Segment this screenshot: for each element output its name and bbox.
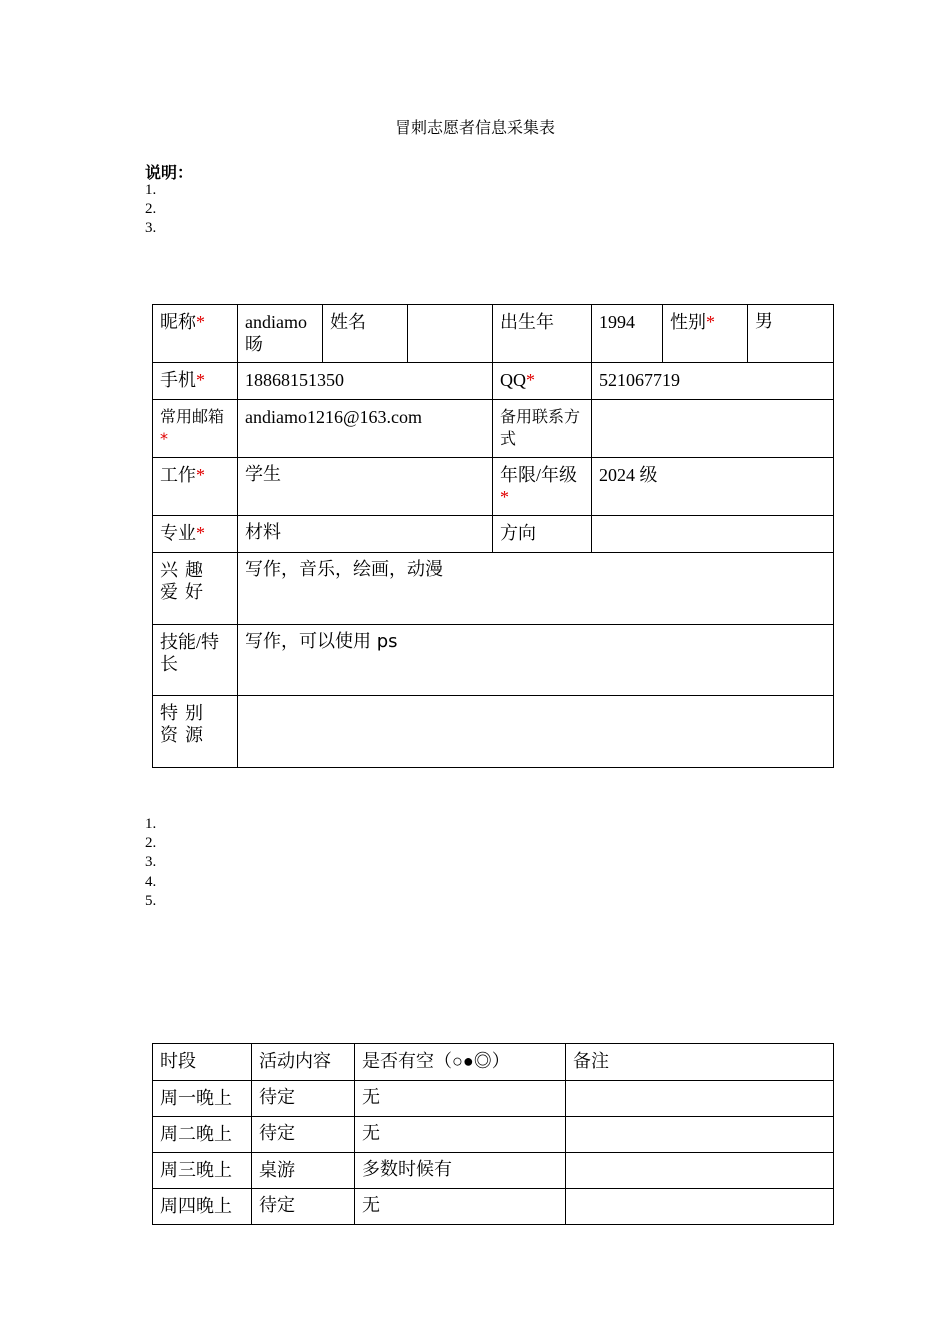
nickname-label: 昵称* [153, 305, 238, 363]
major-label: 专业* [153, 516, 238, 553]
hobbies-value[interactable]: 写作，音乐，绘画，动漫 [238, 553, 834, 625]
required-mark: * [706, 312, 715, 332]
work-label: 工作* [153, 458, 238, 516]
required-mark: * [160, 429, 168, 448]
years-grade-label: 年限/年级* [493, 458, 592, 516]
slot-cell: 周四晚上 [153, 1189, 252, 1225]
list-item: 4. [145, 873, 157, 890]
backup-contact-label: 备用联系方式 [493, 400, 592, 458]
email-value[interactable]: andiamo1216@163.com [238, 400, 493, 458]
phone-label: 手机* [153, 363, 238, 400]
notes-heading: 说明： [145, 163, 194, 182]
phone-value[interactable]: 18868151350 [238, 363, 493, 400]
note-cell[interactable] [566, 1081, 834, 1117]
work-value[interactable]: 学生 [238, 458, 493, 516]
table-row [153, 1189, 834, 1225]
note-cell[interactable] [566, 1117, 834, 1153]
available-cell[interactable]: 无 [355, 1189, 566, 1225]
list-item: 5. [145, 892, 157, 909]
page-title: 冒刺志愿者信息采集表 [394, 118, 555, 137]
special-resources-value[interactable] [238, 696, 834, 768]
required-mark: * [500, 487, 509, 507]
note-cell[interactable] [566, 1153, 834, 1189]
column-header: 是否有空（○●◎） [355, 1044, 566, 1081]
slot-cell: 周一晚上 [153, 1081, 252, 1117]
gender-label: 性别* [663, 305, 748, 363]
qq-value[interactable]: 521067719 [592, 363, 834, 400]
skills-value[interactable]: 写作，可以使用 ps [238, 625, 834, 696]
table-row [153, 1117, 834, 1153]
required-mark: * [196, 465, 205, 485]
activity-cell[interactable]: 待定 [252, 1117, 355, 1153]
email-label: 常用邮箱* [153, 400, 238, 458]
list-item: 3. [145, 854, 157, 871]
name-label: 姓名 [323, 305, 408, 363]
hobbies-label: 兴趣爱好 [153, 553, 238, 625]
column-header: 时段 [153, 1044, 252, 1081]
activity-cell[interactable]: 待定 [252, 1081, 355, 1117]
birth-year-value[interactable]: 1994 [592, 305, 663, 363]
table-header-row [153, 1044, 834, 1081]
slot-cell: 周二晚上 [153, 1117, 252, 1153]
list-item: 3. [145, 220, 157, 237]
nickname-value[interactable]: andiamo 旸 [238, 305, 323, 363]
list-item: 1. [145, 182, 157, 198]
column-header: 活动内容 [252, 1044, 355, 1081]
activity-cell[interactable]: 待定 [252, 1189, 355, 1225]
available-cell[interactable]: 无 [355, 1117, 566, 1153]
notes-list [145, 181, 156, 239]
table-row [153, 1081, 834, 1117]
birth-year-label: 出生年 [493, 305, 592, 363]
list-item: 1. [145, 816, 157, 832]
volunteer-info-table [152, 304, 834, 768]
list-item: 2. [145, 835, 157, 852]
required-mark: * [196, 370, 205, 390]
activity-cell[interactable]: 桌游 [252, 1153, 355, 1189]
second-list [145, 815, 156, 911]
required-mark: * [196, 523, 205, 543]
backup-contact-value[interactable] [592, 400, 834, 458]
qq-label: QQ* [493, 363, 592, 400]
direction-label: 方向 [493, 516, 592, 553]
name-value[interactable] [408, 305, 493, 363]
required-mark: * [526, 370, 535, 390]
table-row [153, 1153, 834, 1189]
years-grade-value[interactable]: 2024 级 [592, 458, 834, 516]
note-cell[interactable] [566, 1189, 834, 1225]
special-resources-label: 特别资源 [153, 696, 238, 768]
schedule-table [152, 1043, 834, 1225]
available-cell[interactable]: 无 [355, 1081, 566, 1117]
column-header: 备注 [566, 1044, 834, 1081]
available-cell[interactable]: 多数时候有 [355, 1153, 566, 1189]
list-item: 2. [145, 201, 157, 218]
skills-label: 技能/特长 [153, 625, 238, 696]
gender-value[interactable]: 男 [748, 305, 834, 363]
slot-cell: 周三晚上 [153, 1153, 252, 1189]
required-mark: * [196, 312, 205, 332]
major-value[interactable]: 材料 [238, 516, 493, 553]
direction-value[interactable] [592, 516, 834, 553]
